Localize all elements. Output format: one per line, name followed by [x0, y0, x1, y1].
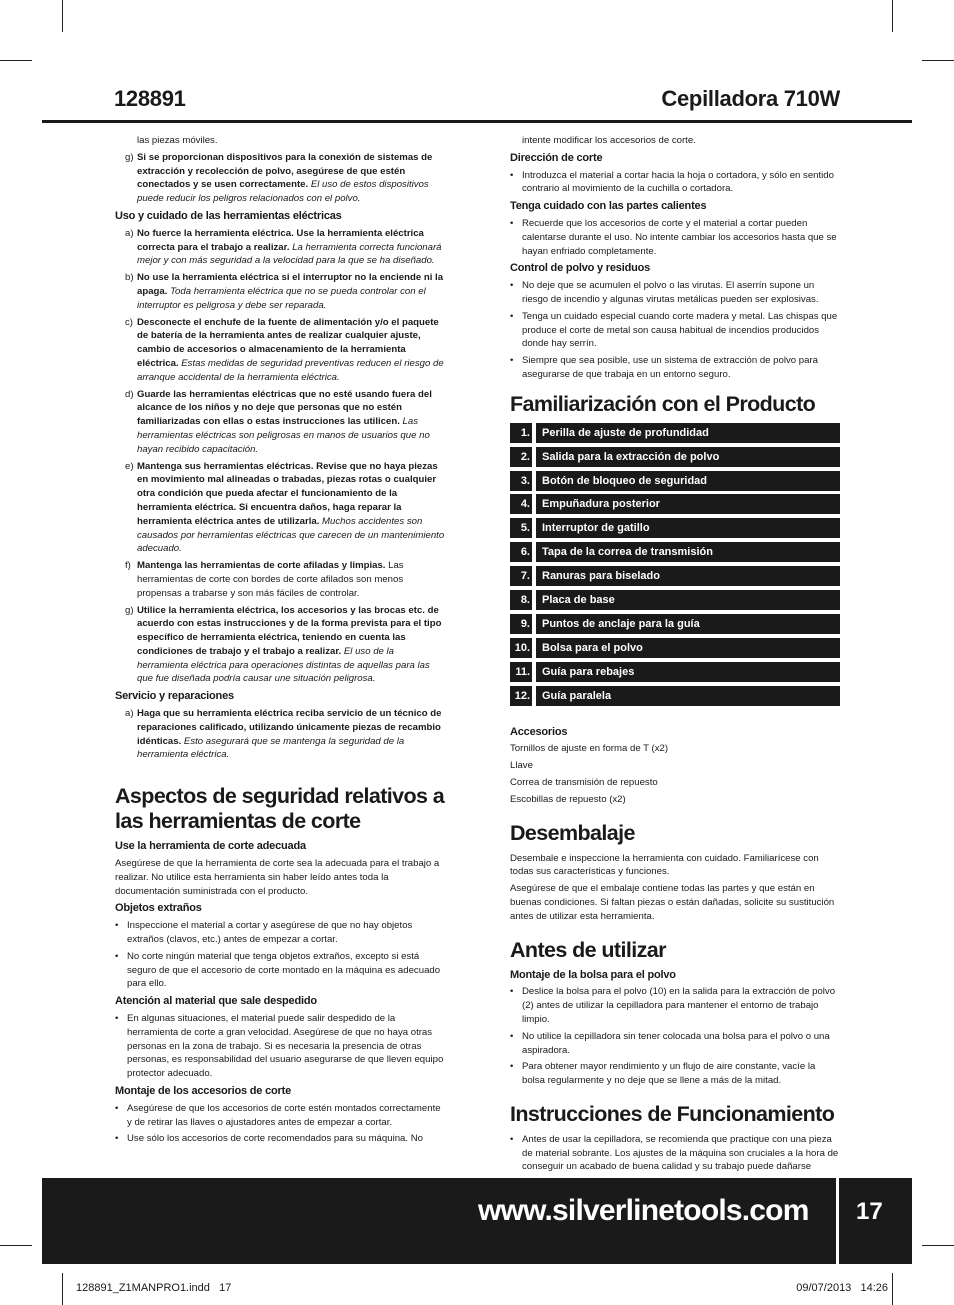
feature-list: [510, 423, 840, 706]
feature-row: 10. Bolsa para el polvo: [510, 638, 840, 658]
section-heading-desembalaje: Desembalaje: [510, 820, 635, 845]
accessory-line: Llave: [510, 760, 533, 772]
subheading-objetos: Objetos extraños: [115, 902, 202, 915]
bullet-item: • Siempre que sea posible, use un sistema de extracción de polvo para asegurarse de que trabaja en un entorno seguro.: [510, 355, 818, 380]
bullet-item: • Deslice la bolsa para el polvo (10) en la salida para la extracción de polvo (2) antes de utilizar la cepilladora para mantener el entorno de trabajo limpio.: [510, 986, 836, 1025]
slug-date: 09/07/2013 14:26: [796, 1282, 888, 1294]
subheading-accesorios: Accesorios: [510, 725, 568, 738]
bullet-item: • Use sólo los accesorios de corte recomendados para su máquina. No: [115, 1133, 423, 1145]
page-header: [42, 86, 912, 122]
list-item: c) Desconecte el enchufe de la fuente de alimentación y/o el paquete de batería de la herramienta antes de realizar cualquier ajuste, cambio de accesorios o almacenamiento de la herramienta eléctrica. Estas medidas de seguridad preventivas reducen el riesgo de arranque accidental de la herramienta eléctrica.: [125, 316, 444, 383]
feature-row: 6. Tapa de la correa de transmisión: [510, 542, 840, 562]
feature-row: 2. Salida para la extracción de polvo: [510, 447, 840, 467]
footer-divider: [836, 1178, 839, 1264]
subheading-bolsa: Montaje de la bolsa para el polvo: [510, 968, 676, 981]
paragraph: Asegúrese de que la herramienta de corte sea la adecuada para el trabajo a realizar. No utilice esta herramienta sin haber leído antes toda la documentación suministrada con el producto.: [115, 858, 440, 897]
right-column: [510, 134, 840, 1177]
subheading-use: Use la herramienta de corte adecuada: [115, 840, 306, 853]
crop-mark: [922, 1245, 954, 1246]
section-heading-aspectos: Aspectos de seguridad relativos a las herramientas de corte: [115, 784, 445, 834]
list-item: b) No use la herramienta eléctrica si el interruptor no la enciende ni la apaga. Toda herramienta eléctrica que no se pueda controlar con el interruptor es peligrosa y debe ser reparada.: [125, 272, 444, 311]
feature-row: 1. Perilla de ajuste de profundidad: [510, 423, 840, 443]
bullet-item: • No deje que se acumulen el polvo o las virutas. El aserrín supone un riesgo de incendio y algunas virutas metálicas pueden ser explosivas.: [510, 280, 819, 305]
bullet-item: • No corte ningún material que tenga objetos extraños, excepto si está seguro de que el accesorio de corte montado en la máquina es adecuado para ello.: [115, 950, 441, 990]
list-item: a) Haga que su herramienta eléctrica reciba servicio de un técnico de reparaciones calificado, utilizando únicamente piezas de recambio idénticas. Esto asegurará que se mantenga la seguridad de la herramienta eléctrica.: [125, 708, 442, 761]
bullet-item: • Inspeccione el material a cortar y asegúrese de que no hay objetos extraños (clavos, etc.) antes de empezar a cortar.: [115, 920, 413, 946]
crop-mark: [922, 60, 954, 61]
section-heading-antes: Antes de utilizar: [510, 937, 666, 962]
list-item: d) Guarde las herramientas eléctricas que no esté usando fuera del alcance de los niños y no deje que personas que no estén familiarizadas con ellas o estas instrucciones las utilicen. Las herramientas eléctricas son peligrosas en manos de usuarios que no hayan recibido capacitación.: [125, 388, 432, 455]
feature-row: 4. Empuñadura posterior: [510, 494, 840, 514]
crop-mark: [0, 60, 32, 61]
continued-text: las piezas móviles.: [137, 135, 218, 146]
subheading-direccion: Dirección de corte: [510, 151, 603, 164]
subheading-servicio: Servicio y reparaciones: [115, 690, 234, 703]
list-item: g) Utilice la herramienta eléctrica, los accesorios y las brocas etc. de acuerdo con estas instrucciones y de la forma prevista para el tipo específico de herramienta eléctrica, teniendo en cuenta las condiciones de trabajo y el trabajo a realizar. El uso de la herramienta eléctrica para operaciones distintas de aquellas para las que fue diseñada podría causar une situación peligrosa.: [125, 604, 442, 685]
list-item: g) Si se proporcionan dispositivos para la conexión de sistemas de extracción y recolección de polvo, asegúrese de que estén conectados y se usen correctamente. El uso de estos dispositivos puede reducir los peligros relacionados con el polvo.: [125, 151, 433, 205]
feature-row: 9. Puntos de anclaje para la guía: [510, 614, 840, 634]
bullet-item: • No utilice la cepilladora sin tener colocada una bolsa para el polvo o una aspiradora.: [510, 1030, 830, 1056]
left-column: [115, 134, 445, 1149]
continued-text: intente modificar los accesorios de corte.: [522, 135, 696, 146]
header-rule: [42, 120, 912, 123]
feature-row: 8. Placa de base: [510, 590, 840, 610]
feature-row: 3. Botón de bloqueo de seguridad: [510, 471, 840, 491]
website-url: www.silverlinetools.com: [478, 1194, 809, 1227]
product-code: 128891: [114, 86, 186, 111]
uso-list: [115, 227, 445, 687]
bullet-item: • Antes de usar la cepilladora, se recomienda que practique con una pieza de material sobrante. Los ajustes de la máquina son cruciales a la hora de conseguir un acabado de buena calidad y su trabajo puede dañarse: [510, 1133, 839, 1173]
feature-row: 12. Guía paralela: [510, 686, 840, 706]
bullet-item: • Tenga un cuidado especial cuando corte madera y metal. Las chispas que produce el corte de metal son causa habitual de incendios producidos donde hay serrín.: [510, 310, 838, 350]
crop-mark: [892, 1273, 893, 1305]
feature-row: 7. Ranuras para biselado: [510, 566, 840, 586]
section-heading-instrucciones: Instrucciones de Funcionamiento: [510, 1101, 835, 1126]
accessory-line: Correa de transmisión de repuesto: [510, 776, 658, 788]
bullet-item: • Introduzca el material a cortar hacia la hoja o cortadora, y sólo en sentido contrario al movimiento de la cuchilla o cortadora.: [510, 169, 834, 195]
subheading-montaje: Montaje de los accesorios de corte: [115, 1085, 291, 1098]
crop-mark: [0, 1245, 32, 1246]
slug-filename: 128891_Z1MANPRO1.indd 17: [76, 1282, 232, 1294]
accessory-line: Escobillas de repuesto (x2): [510, 793, 626, 805]
list-item: e) Mantenga sus herramientas eléctricas. Revise que no haya piezas en movimiento mal alineadas o trabadas, piezas rotas o cualquier otra condición que pueda afectar el funcionamiento de la herramienta eléctrica. Si encuentra daños, haga reparar la herramienta eléctrica antes de utilizarla. Muchos accidentes son causados por herramientas eléctricas que carecen de un mantenimiento adecuado.: [125, 460, 445, 555]
product-title: Cepilladora 710W: [661, 86, 840, 111]
list-item: a) No fuerce la herramienta eléctrica. Use la herramienta eléctrica correcta para el trabajo a realizar. La herramienta correcta funcionará mejor y con más seguridad a la velocidad para la que se ha diseñado.: [125, 227, 442, 267]
subheading-uso: Uso y cuidado de las herramientas eléctricas: [115, 209, 342, 222]
subheading-partes: Tenga cuidado con las partes calientes: [510, 200, 707, 213]
paragraph: Asegúrese de que el embalaje contiene todas las partes y que están en buenas condiciones. Si faltan piezas o están dañadas, solicite su sustitución antes de utilizar esta herramienta.: [510, 883, 835, 922]
bullet-item: • Asegúrese de que los accesorios de corte estén montados correctamente y de retirar las llaves o ajustadores antes de empezar a cortar.: [115, 1102, 441, 1128]
page-number: 17: [856, 1198, 883, 1225]
feature-row: 5. Interruptor de gatillo: [510, 518, 840, 538]
crop-mark: [62, 0, 63, 32]
footer-band: [42, 1178, 912, 1264]
bullet-item: • Recuerde que los accesorios de corte y el material a cortar pueden calentarse durante el uso. No intente cambiar los accesorios hasta que se hayan enfriado completamente.: [510, 217, 837, 257]
feature-row: 11. Guía para rebajes: [510, 662, 840, 682]
bullet-item: • Para obtener mayor rendimiento y un flujo de aire constante, vacíe la bolsa regularmente y no deje que se llene a más de la mitad.: [510, 1061, 816, 1087]
subheading-polvo: Control de polvo y residuos: [510, 262, 651, 275]
section-heading-familiarizacion: Familiarización con el Producto: [510, 391, 816, 416]
crop-mark: [62, 1273, 63, 1305]
crop-mark: [892, 0, 893, 32]
bullet-item: • En algunas situaciones, el material puede salir despedido de la herramienta de corte a gran velocidad. Asegúrese de que no haya otras personas en la zona de trabajo. Si es necesaria la presencia de otras personas, es responsabilidad del usuario asegurarse de que lleven equipo protector adecuado.: [115, 1013, 444, 1080]
paragraph: Desembale e inspeccione la herramienta con cuidado. Familiarícese con todas sus características y funciones.: [510, 852, 819, 878]
subheading-atencion: Atención al material que sale despedido: [115, 995, 317, 1008]
accessory-line: Tornillos de ajuste en forma de T (x2): [510, 743, 669, 755]
list-item: f) Mantenga las herramientas de corte afiladas y limpias. Las herramientas de corte con bordes de corte afilados son menos propensas a trabarse y son más fáciles de controlar.: [125, 560, 404, 599]
